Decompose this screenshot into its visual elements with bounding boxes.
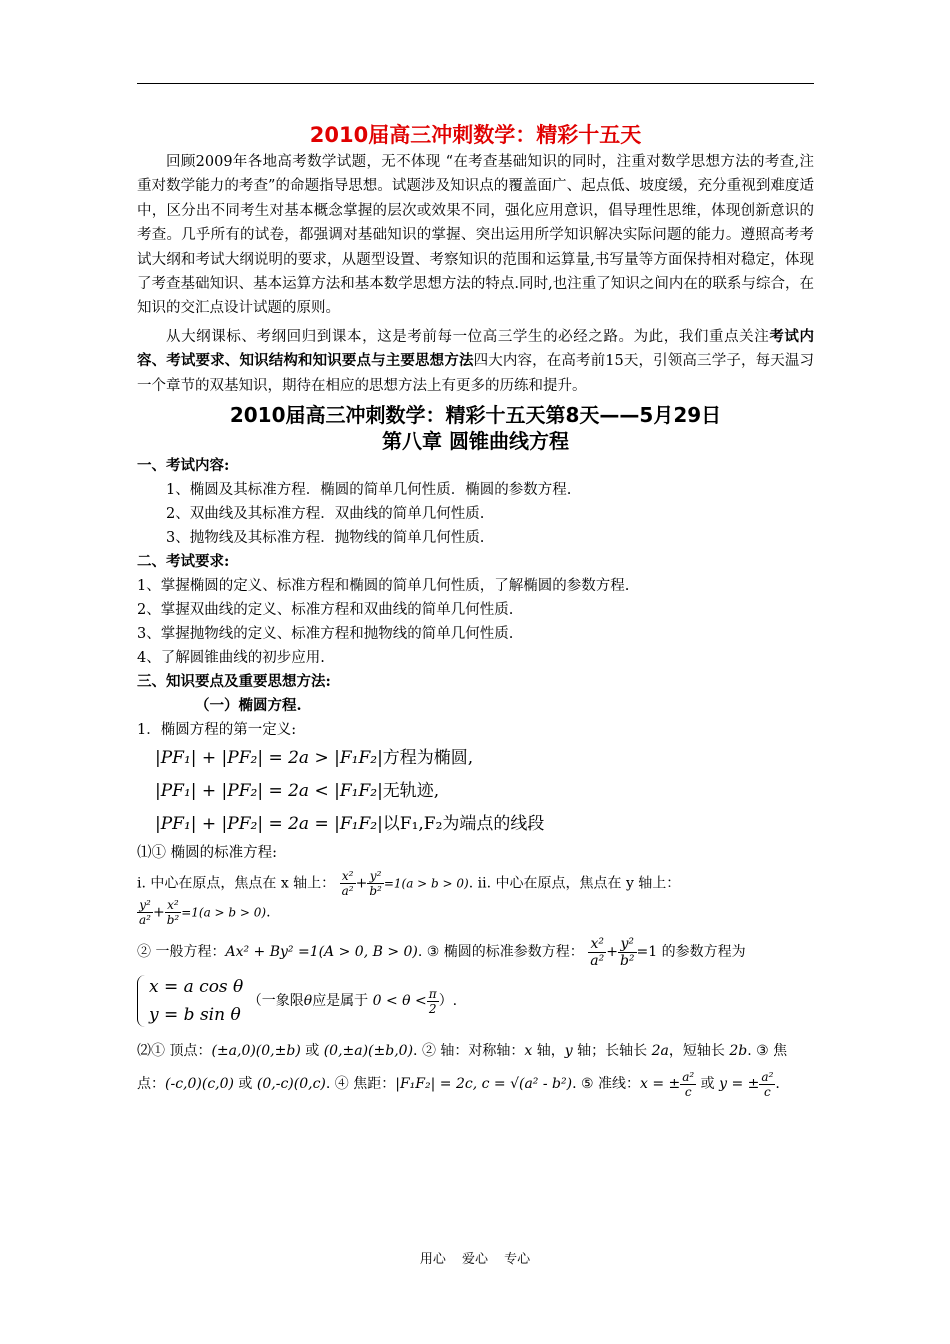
brace-icon (137, 975, 146, 1027)
fraction-a2-c: $\frac{\text{a²}}{c}$ (682, 1069, 695, 1099)
fraction-y2-b2: $\frac{\text{y²}}{\text{b²}}$ (369, 869, 382, 899)
definition-equation-3: |PF₁| + |PF₂| = 2a = |F₁F₂|以F₁,F₂为端点的线段 (155, 814, 545, 835)
intro-bold-topics: 考试内容、考试要求、知识结构和知识要点与主要思想方法 (137, 327, 815, 370)
fraction-x2-b2: $\frac{\text{x²}}{\text{b²}}$ (166, 898, 180, 928)
fraction-a2-c-2: $\frac{\text{a²}}{c}$ (761, 1069, 774, 1099)
chapter-title: 第八章 圆锥曲线方程 (382, 429, 569, 454)
fraction-x2-a2-large: $\frac{\text{x²}}{\text{a²}}$ (590, 935, 605, 969)
section-1-heading: 一、考试内容: (137, 457, 230, 475)
definition-equation-1: |PF₁| + |PF₂| = 2a > |F₁F₂|方程为椭圆, (155, 748, 474, 769)
definition-equation-2: |PF₁| + |PF₂| = 2a < |F₁F₂|无轨迹, (155, 781, 440, 802)
focus-directrix-line: 点：(-c,0)(c,0) 或 (0,-c)(0,c). ④ 焦距：|F₁F₂| = 2c, c = √(a² - b²). ⑤ 准线：x = ± $\frac{\text{a²}}{c}$ 或 y = ± $\frac{\text{a²}}{c}$ . (137, 1069, 780, 1099)
document-body (137, 120, 814, 1101)
general-equation-line: ② 一般方程：Ax² + By² =1(A > 0, B > 0). ③ 椭圆的标准参数方程： $\frac{\text{x²}}{\text{a²}}$ + $\frac{\text{y²}}{\text{b²}}$ =1 的参数方程为 (137, 935, 746, 969)
section-2-item: 3、掌握抛物线的定义、标准方程和抛物线的简单几何性质. (137, 626, 514, 643)
parametric-system: x = a cos θ y = b sin θ (137, 973, 243, 1029)
section-1-item: 3、抛物线及其标准方程．抛物线的简单几何性质. (166, 530, 485, 547)
section-2-item: 1、掌握椭圆的定义、标准方程和椭圆的简单几何性质，了解椭圆的参数方程. (137, 578, 630, 595)
header-rule (137, 83, 814, 84)
subsection-ellipse: （一）椭圆方程. (195, 697, 302, 715)
fraction-x2-a2: $\frac{\text{x²}}{\text{a²}}$ (341, 869, 354, 899)
parametric-equation-line: x = a cos θ y = b sin θ （一象限θ应是属于 0 < θ < $\frac{\pi}{2}$ ）. (137, 973, 814, 1029)
intro-paragraph-1: 回顾2009年各地高考数学试题，无不体现 “在考查基础知识的同时，注重对数学思想方法的考查,注重对数学能力的考查”的命题指导思想。试题涉及知识点的覆盖面广、起点低、坡度缓，充分重视到难度适中，区分出不同考生对基本概念掌握的层次或效果不同，强化应用意识，倡导理性思维，体现创新意识的考查。几乎所有的试卷，都强调对基础知识的掌握、突出运用所学知识解决实际问题的能力。遵照高考考试大纲和考试大纲说明的要求，从题型设置、考察知识的范围和运算量,书写量等方面保持相对稳定，体现了考查基础知识、基本运算方法和基本数学思想方法的特点.同时,也注重了知识之间内在的联系与综合，在知识的交汇点设计试题的原则。 (137, 154, 814, 317)
vertex-axis-line: ⑵① 顶点：(±a,0)(0,±b) 或 (0,±a)(±b,0). ② 轴：对称轴：x 轴，y 轴；长轴长 2a，短轴长 2b. ③ 焦 (137, 1043, 788, 1060)
fraction-y2-b2-large: $\frac{\text{y²}}{\text{b²}}$ (619, 935, 635, 969)
fraction-y2-a2: $\frac{\text{y²}}{\text{a²}}$ (139, 898, 151, 928)
section-3-heading: 三、知识要点及重要思想方法: (137, 673, 331, 691)
section-2-heading: 二、考试要求: (137, 553, 230, 571)
section-1-item: 1、椭圆及其标准方程．椭圆的简单几何性质．椭圆的参数方程. (166, 482, 572, 499)
ellipse-definition-heading: 1．椭圆方程的第一定义: (137, 722, 297, 739)
page-footer: 用心 爱心 专心 (419, 1252, 531, 1267)
intro-paragraph-2: 从大纲课标、考纲回归到课本，这是考前每一位高三学生的必经之路。为此，我们重点关注考试内容、考试要求、知识结构和知识要点与主要思想方法四大内容，在高考前15天，引领高三学子，每天温习一个章节的双基知识，期待在相应的思想方法上有更多的历练和提升。 (137, 327, 815, 394)
standard-equation-x-axis: i. 中心在原点，焦点在 x 轴上： $\frac{\text{x²}}{\text{a²}}$ + $\frac{\text{y²}}{\text{b²}}$ =1(a > b > 0). ii. 中心在原点，焦点在 y 轴上： (137, 869, 681, 899)
fraction-pi-2: $\frac{\pi}{2}$ (428, 986, 437, 1016)
main-title: 2010届高三冲刺数学：精彩十五天 (309, 123, 642, 147)
day-title: 2010届高三冲刺数学：精彩十五天第8天——5月29日 (229, 403, 722, 428)
standard-equation-y-axis: $\frac{\text{y²}}{\text{a²}}$ + $\frac{\text{x²}}{\text{b²}}$ =1(a > b > 0). (139, 898, 271, 928)
section-2-item: 4、了解圆锥曲线的初步应用. (137, 650, 325, 667)
section-2-item: 2、掌握双曲线的定义、标准方程和双曲线的简单几何性质. (137, 602, 514, 619)
standard-equation-heading: ⑴① 椭圆的标准方程: (137, 845, 277, 862)
section-1-item: 2、双曲线及其标准方程．双曲线的简单几何性质. (166, 506, 485, 523)
